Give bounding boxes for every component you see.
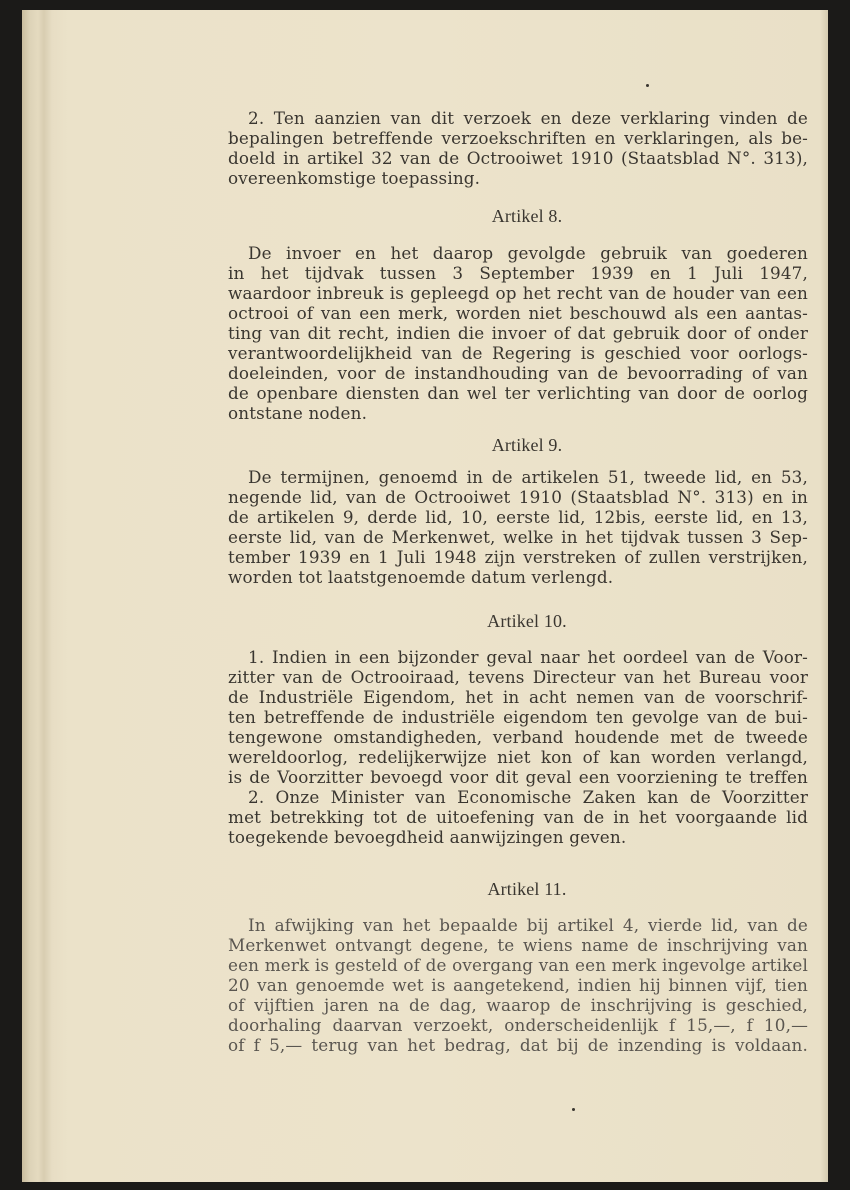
text-line: negende lid, van de Octrooiwet 1910 (Staatsblad N°. 313) en in: [228, 487, 808, 507]
document-text: [228, 108, 808, 1055]
text-line: In afwijking van het bepaalde bij artikel 4, vierde lid, van de: [248, 915, 808, 935]
article-heading: Artikel 8.: [491, 206, 563, 226]
article-heading: Artikel 11.: [487, 879, 567, 899]
text-line: doeld in artikel 32 van de Octrooiwet 1910 (Staatsblad N°. 313),: [228, 148, 808, 168]
text-line: 1. Indien in een bijzonder geval naar het oordeel van de Voor-: [248, 647, 808, 667]
text-line: ten betreffende de industriële eigendom ten gevolge van de bui-: [228, 707, 808, 727]
text-line: met betrekking tot de uitoefening van de in het voorgaande lid: [228, 807, 808, 827]
text-line: of f 5,— terug van het bedrag, dat bij de inzending is voldaan.: [228, 1035, 808, 1055]
text-line: Merkenwet ontvangt degene, te wiens name de inschrijving van: [228, 935, 808, 955]
text-line: doorhaling daarvan verzoekt, onderscheidenlijk f 15,—, f 10,—: [228, 1015, 808, 1035]
text-line: doeleinden, voor de instandhouding van de bevoorrading of van: [228, 363, 808, 383]
artikel-11: [228, 879, 808, 1055]
artikel-9: [228, 435, 808, 587]
text-line: ting van dit recht, indien die invoer of dat gebruik door of onder: [228, 323, 808, 343]
text-line: is de Voorzitter bevoegd voor dit geval een voorziening te treffen: [228, 767, 808, 787]
text-line: 2. Onze Minister van Economische Zaken kan de Voorzitter: [248, 787, 808, 807]
text-line: de artikelen 9, derde lid, 10, eerste lid, 12bis, eerste lid, en 13,: [228, 507, 808, 527]
text-line: of vijftien jaren na de dag, waarop de inschrijving is geschied,: [228, 995, 808, 1015]
paper-speck: [646, 84, 649, 87]
text-line: octrooi of van een merk, worden niet beschouwd als een aantas-: [228, 303, 808, 323]
text-line: worden tot laatstgenoemde datum verlengd.: [228, 567, 614, 587]
text-line: overeenkomstige toepassing.: [228, 168, 481, 188]
text-line: de Industriële Eigendom, het in acht nemen van de voorschrif-: [228, 687, 808, 707]
text-line: waardoor inbreuk is gepleegd op het recht van de houder van een: [228, 283, 808, 303]
text-line: tember 1939 en 1 Juli 1948 zijn verstreken of zullen verstrijken,: [228, 547, 808, 567]
text-line: de openbare diensten dan wel ter verlichting van door de oorlog: [228, 383, 808, 403]
text-line: verantwoordelijkheid van de Regering is geschied voor oorlogs-: [228, 343, 808, 363]
text-line: bepalingen betreffende verzoekschriften en verklaringen, als be-: [228, 128, 808, 148]
text-line: 2. Ten aanzien van dit verzoek en deze verklaring vinden de: [248, 108, 808, 128]
scan-right-border: [828, 10, 850, 1190]
text-line: ontstane noden.: [228, 403, 368, 423]
text-line: zitter van de Octrooiraad, tevens Directeur van het Bureau voor: [228, 667, 808, 687]
text-line: toegekende bevoegdheid aanwijzingen geven.: [228, 827, 627, 847]
text-line: De termijnen, genoemd in de artikelen 51, tweede lid, en 53,: [248, 467, 808, 487]
artikel-10: [228, 611, 808, 847]
page-binding-edge: [22, 10, 68, 1182]
article-heading: Artikel 9.: [491, 435, 563, 455]
article-heading: Artikel 10.: [487, 611, 567, 631]
artikel-8: [228, 206, 808, 423]
text-line: eerste lid, van de Merkenwet, welke in het tijdvak tussen 3 Sep-: [228, 527, 808, 547]
text-line: wereldoorlog, redelijkerwijze niet kon of kan worden verlangd,: [228, 747, 808, 767]
paragraph-2: [228, 108, 808, 188]
text-line: in het tijdvak tussen 3 September 1939 en 1 Juli 1947,: [228, 263, 808, 283]
text-line: 20 van genoemde wet is aangetekend, indien hij binnen vijf, tien: [228, 975, 808, 995]
text-line: een merk is gesteld of de overgang van een merk ingevolge artikel: [228, 955, 808, 975]
text-line: De invoer en het daarop gevolgde gebruik van goederen: [248, 243, 808, 263]
paper-speck: [572, 1108, 575, 1111]
text-line: tengewone omstandigheden, verband houdende met de tweede: [228, 727, 808, 747]
